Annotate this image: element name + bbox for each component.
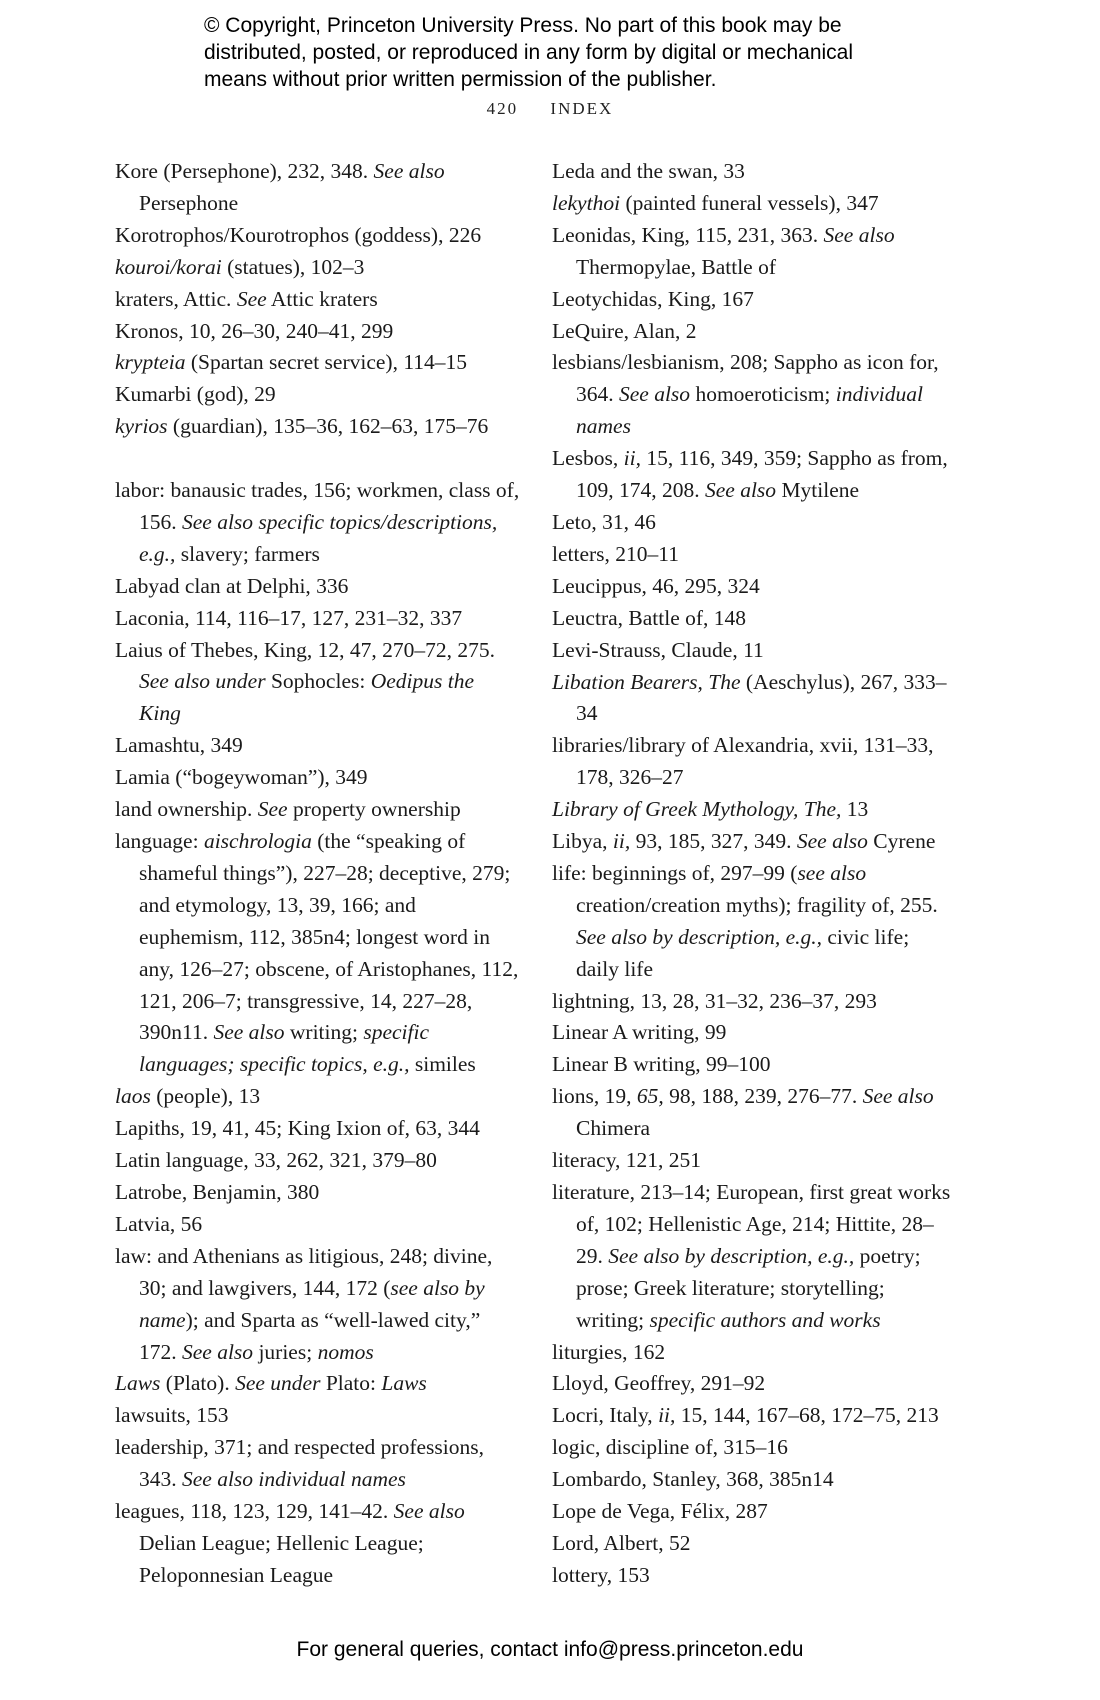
index-entry-text: leagues, 118, 123, 129, 141–42. xyxy=(115,1499,394,1524)
index-entry-text: 15, 116, 349, 359; Sappho as from, 109, 174, 208. xyxy=(576,446,948,503)
index-entry xyxy=(552,635,952,667)
index-entry-text: 98, 188, 239, 276–77. xyxy=(663,1084,863,1109)
index-entry-italic-text: See under xyxy=(235,1371,321,1396)
index-entry-text: poetry; prose; Greek literature; storytelling; writing; xyxy=(576,1243,921,1332)
index-entry-italic-text: See also under xyxy=(139,669,266,694)
index-entry-text: ); and Sparta as “well-lawed city,” 172. xyxy=(139,1307,481,1364)
index-entry-text: Lloyd, Geoffrey, 291–92 xyxy=(552,1371,766,1396)
index-entry-text: Plato: xyxy=(320,1371,382,1396)
index-entry-italic-text: See also xyxy=(862,1084,934,1109)
index-entry-text: (Aeschylus), 267, 333–34 xyxy=(576,669,947,726)
index-entry-italic-text: See also xyxy=(373,159,445,183)
index-entry-text: 13 xyxy=(841,797,869,822)
index-entry-italic-text: See also xyxy=(213,1020,285,1045)
index-entry-italic-text: Laws xyxy=(115,1371,161,1396)
index-entry-text: Latrobe, Benjamin, 380 xyxy=(115,1179,320,1204)
index-entry xyxy=(552,1145,952,1177)
index-entry-italic-text: kouroi/korai xyxy=(115,254,222,279)
index-entry-italic-text: See xyxy=(257,797,288,822)
index-entry-italic-text: lekythoi xyxy=(552,190,621,215)
index-entry xyxy=(552,188,952,220)
index-entry-text: (the “speaking of shameful things”), 227–28; deceptive, 279; and etymology, 13, 39, 166; and euphemism, 112, 385n4; longest word in any, 126–27; obscene, of Aristophanes, 112, 121, 206–7; transgressive, 14, 227–28, 390n11. xyxy=(139,829,519,1045)
index-entry-text: lightning, 13, 28, 31–32, 236–37, 293 xyxy=(552,988,877,1013)
index-entry-text: life: beginnings of, 297–99 ( xyxy=(552,860,798,885)
index-entry xyxy=(552,1432,952,1464)
index-entry-italic-text: Oedipus the King xyxy=(139,669,475,726)
index-entry-text: Lord, Albert, 52 xyxy=(552,1530,691,1555)
index-entry xyxy=(552,1496,952,1528)
index-entry xyxy=(115,1432,520,1496)
index-entry-text: Kumarbi (god), 29 xyxy=(115,382,276,407)
index-entry-text: Levi-Strauss, Claude, 11 xyxy=(552,637,764,662)
index-entry-text: Laconia, 114, 116–17, 127, 231–32, 337 xyxy=(115,605,463,630)
index-entry-text: letters, 210–11 xyxy=(552,541,679,566)
index-entry-italic-text: Laws xyxy=(381,1371,427,1396)
index-entry xyxy=(115,635,520,731)
index-entry-text: lesbians/lesbianism, 208; Sappho as icon for, 364. xyxy=(552,350,939,407)
index-entry xyxy=(552,539,952,571)
index-entry-text: language: xyxy=(115,829,204,854)
index-entry-text: Linear A writing, 99 xyxy=(552,1020,727,1045)
index-entry-italic-text: See also xyxy=(705,478,777,503)
index-entry-text: land ownership. xyxy=(115,797,258,822)
index-entry-italic-text: nomos xyxy=(317,1339,374,1364)
index-entry-italic-text: individual names xyxy=(576,382,923,439)
index-entry-italic-text: specific authors and works xyxy=(649,1307,881,1332)
letter-section-gap xyxy=(115,443,520,475)
index-entry-italic-text: See xyxy=(236,286,267,311)
index-entry-text: Kronos, 10, 26–30, 240–41, 299 xyxy=(115,318,394,343)
index-entry-italic-text: specific languages; specific topics, e.g., xyxy=(139,1020,430,1077)
index-entry-text: Labyad clan at Delphi, 336 xyxy=(115,573,349,598)
copyright-line: means without prior written permission of the publisher. xyxy=(204,68,717,91)
section-title: INDEX xyxy=(550,99,614,118)
index-entry-italic-text: See also xyxy=(796,829,868,854)
index-entry-italic-text: See also xyxy=(393,1499,465,1524)
index-entry-italic-text: See also specific topics/descriptions, e.g., xyxy=(139,509,498,566)
index-entry-italic-text: ii, xyxy=(623,446,641,471)
index-entry-text: Delian League; Hellenic League; Peloponnesian League xyxy=(139,1530,424,1587)
index-entry xyxy=(115,475,520,571)
index-entry-text: lions, 19, xyxy=(552,1084,637,1109)
index-entry xyxy=(115,284,520,316)
index-entry xyxy=(115,252,520,284)
index-entry-italic-text: See also by description, e.g., xyxy=(608,1243,855,1268)
index-entry-text: Mytilene xyxy=(776,478,860,503)
index-entry-text: 15, 144, 167–68, 172–75, 213 xyxy=(675,1403,939,1428)
index-entry-text: Lapiths, 19, 41, 45; King Ixion of, 63, 344 xyxy=(115,1116,480,1141)
index-entry xyxy=(115,794,520,826)
index-entry xyxy=(552,1528,952,1560)
index-entry-text: Sophocles: xyxy=(265,669,371,694)
index-entry-text: lawsuits, 153 xyxy=(115,1403,229,1428)
index-entry xyxy=(552,1368,952,1400)
index-entry-text: writing; xyxy=(284,1020,364,1045)
index-entry xyxy=(552,1017,952,1049)
index-entry xyxy=(115,379,520,411)
footer-contact: For general queries, contact info@press.princeton.edu xyxy=(296,1638,804,1661)
index-entry-text: civic life; daily life xyxy=(576,924,910,981)
index-entry xyxy=(115,347,520,379)
index-entry xyxy=(115,1496,520,1592)
index-entry-text: Lope de Vega, Félix, 287 xyxy=(552,1499,768,1524)
index-entry xyxy=(115,1113,520,1145)
index-entry-italic-text: See also xyxy=(823,222,895,247)
index-entry xyxy=(552,1400,952,1432)
index-entry-text: Leotychidas, King, 167 xyxy=(552,286,754,311)
index-entry-text: (people), 13 xyxy=(150,1084,261,1109)
index-entry xyxy=(552,316,952,348)
index-column-right xyxy=(552,156,952,1592)
index-entry xyxy=(115,571,520,603)
index-entry-text: Lombardo, Stanley, 368, 385n14 xyxy=(552,1467,834,1492)
index-entry xyxy=(115,411,520,443)
index-entry-italic-text: See also individual names xyxy=(182,1467,406,1492)
index-entry-text: (statues), 102–3 xyxy=(221,254,365,279)
index-entry xyxy=(552,1337,952,1369)
index-entry-italic-text: aischrologia xyxy=(203,829,312,854)
index-entry-text: lottery, 153 xyxy=(552,1562,650,1587)
index-entry xyxy=(552,858,952,986)
index-entry-text: Attic kraters xyxy=(266,286,378,311)
index-entry-text: literature, 213–14; European, first great works of, 102; Hellenistic Age, 214; Hittite, 28–29. xyxy=(552,1180,951,1268)
index-entry-italic-text: See also by description, e.g., xyxy=(576,924,823,949)
index-entry-text: (painted funeral vessels), 347 xyxy=(620,190,879,215)
index-entry xyxy=(115,156,520,220)
index-entry-text: Leucippus, 46, 295, 324 xyxy=(552,573,760,598)
page-number: 420 xyxy=(486,99,519,118)
index-entry-text: literacy, 121, 251 xyxy=(552,1148,702,1173)
index-entry-text: kraters, Attic. xyxy=(115,286,237,311)
index-entry xyxy=(552,507,952,539)
index-entry xyxy=(552,730,952,794)
index-entry-text: logic, discipline of, 315–16 xyxy=(552,1435,788,1460)
index-entry-text: libraries/library of Alexandria, xvii, 131–33, 178, 326–27 xyxy=(552,733,934,790)
index-entry-text: labor: banausic trades, 156; workmen, class of, 156. xyxy=(115,478,520,534)
index-entry xyxy=(552,986,952,1018)
index-entry-italic-text: Library of Greek Mythology, The, xyxy=(552,797,842,822)
index-entry-text: Leda and the swan, 33 xyxy=(552,159,745,183)
index-entry-text: Lamia (“bogeywoman”), 349 xyxy=(115,765,368,790)
index-entry xyxy=(115,730,520,762)
index-entry xyxy=(552,220,952,284)
index-entry xyxy=(115,220,520,252)
index-entry xyxy=(552,826,952,858)
index-entry-italic-text: krypteia xyxy=(115,350,186,375)
index-entry-text: LeQuire, Alan, 2 xyxy=(552,318,697,343)
index-entry xyxy=(552,1560,952,1592)
index-entry-text: Locri, Italy, xyxy=(552,1403,659,1428)
index-entry xyxy=(552,603,952,635)
index-entry-text: Linear B writing, 99–100 xyxy=(552,1052,771,1077)
index-entry xyxy=(115,1400,520,1432)
index-entry xyxy=(115,1241,520,1369)
index-entry-text: Latvia, 56 xyxy=(115,1211,203,1236)
index-entry-italic-text: kyrios xyxy=(115,414,168,439)
index-entry-text: leadership, 371; and respected professions, 343. xyxy=(115,1435,484,1492)
index-entry-italic-text: See also xyxy=(619,382,691,407)
index-entry-italic-text: ii, xyxy=(658,1403,676,1428)
index-entry-text: Laius of Thebes, King, 12, 47, 270–72, 275. xyxy=(115,637,495,662)
index-entry xyxy=(115,1145,520,1177)
index-entry-text: Latin language, 33, 262, 321, 379–80 xyxy=(115,1148,437,1173)
index-entry-text: Persephone xyxy=(139,190,239,215)
index-entry-italic-text: see also xyxy=(797,860,867,885)
index-entry-text: Leto, 31, 46 xyxy=(552,509,656,534)
index-entry xyxy=(552,284,952,316)
copyright-notice xyxy=(204,12,924,93)
index-entry-text: juries; xyxy=(253,1339,318,1364)
index-entry xyxy=(115,1209,520,1241)
index-entry-italic-text: ii, xyxy=(612,829,631,854)
index-entry xyxy=(552,1177,952,1337)
index-entry-italic-text: 65, xyxy=(636,1084,664,1109)
index-entry xyxy=(552,1081,952,1145)
index-entry-text: 93, 185, 327, 349. xyxy=(630,829,797,854)
running-head xyxy=(0,99,1100,119)
index-entry xyxy=(552,156,952,188)
copyright-line: © Copyright, Princeton University Press. No part of this book may be xyxy=(204,14,842,37)
index-entry-text: Lamashtu, 349 xyxy=(115,733,243,758)
index-entry-text: similes xyxy=(409,1052,476,1077)
index-entry-italic-text: See also xyxy=(182,1339,254,1364)
index-entry xyxy=(115,603,520,635)
index-entry-text: (Plato). xyxy=(160,1371,236,1396)
index-entry-text: Cyrene xyxy=(867,829,936,854)
index-entry xyxy=(552,443,952,507)
index-entry-text: liturgies, 162 xyxy=(552,1339,666,1364)
index-entry-text: Chimera xyxy=(576,1116,651,1141)
index-entry xyxy=(552,1464,952,1496)
index-entry-text: creation/creation myths); fragility of, 255. xyxy=(576,892,938,917)
index-entry-text: homoeroticism; xyxy=(690,382,836,407)
index-entry-text: (Spartan secret service), 114–15 xyxy=(185,350,468,375)
index-entry-text: law: and Athenians as litigious, 248; divine, 30; and lawgivers, 144, 172 ( xyxy=(115,1243,493,1300)
index-entry-italic-text: laos xyxy=(115,1084,151,1109)
copyright-line: distributed, posted, or reproduced in any form by digital or mechanical xyxy=(204,41,854,64)
index-column-left xyxy=(115,156,520,1592)
index-entry xyxy=(115,762,520,794)
index-entry xyxy=(552,571,952,603)
index-entry-text: Kore (Persephone), 232, 348. xyxy=(115,159,374,183)
index-entry xyxy=(552,667,952,731)
index-entry-text: (guardian), 135–36, 162–63, 175–76 xyxy=(167,414,489,439)
index-entry xyxy=(115,826,520,1081)
index-entry xyxy=(552,794,952,826)
index-entry xyxy=(115,316,520,348)
index-entry xyxy=(552,1049,952,1081)
index-entry xyxy=(115,1368,520,1400)
index-entry-italic-text: see also by name xyxy=(139,1275,485,1332)
index-entry xyxy=(115,1081,520,1113)
index-entry-text: slavery; farmers xyxy=(175,541,320,566)
index-entry-text: Lesbos, xyxy=(552,446,624,471)
index-entry-text: Leonidas, King, 115, 231, 363. xyxy=(552,222,824,247)
index-entry-text: property ownership xyxy=(287,797,461,822)
index-entry-text: Leuctra, Battle of, 148 xyxy=(552,605,747,630)
index-entry xyxy=(115,1177,520,1209)
index-entry-text: Thermopylae, Battle of xyxy=(576,254,776,279)
index-entry xyxy=(552,347,952,443)
index-entry-text: Libya, xyxy=(552,829,613,854)
index-entry-italic-text: Libation Bearers, The xyxy=(552,669,741,694)
index-entry-text: Korotrophos/Kourotrophos (goddess), 226 xyxy=(115,222,482,247)
